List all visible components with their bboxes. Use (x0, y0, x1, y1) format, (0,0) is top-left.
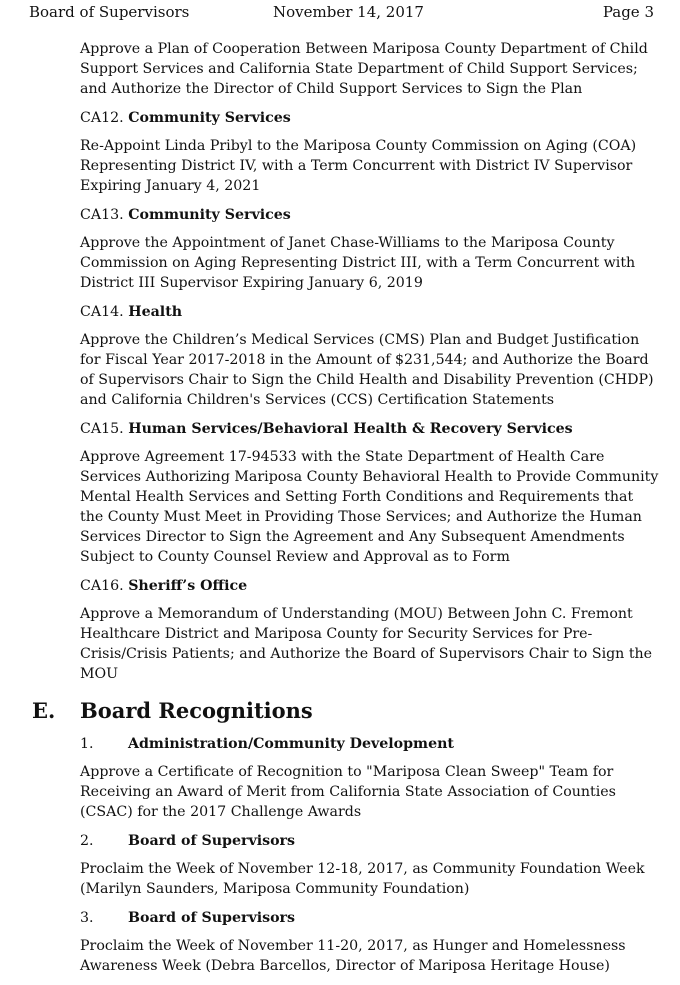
item-number: 2. (80, 833, 94, 849)
consent-item (80, 576, 660, 684)
consent-item-heading (80, 302, 660, 322)
consent-item (80, 302, 660, 410)
consent-item-heading (80, 205, 660, 225)
item-department: Sheriff’s Office (128, 578, 248, 594)
agenda-content (32, 39, 660, 985)
item-department: Human Services/Behavioral Health & Recovery Services (128, 421, 573, 437)
consent-item (80, 419, 660, 567)
item-code: CA15. (80, 421, 124, 437)
section-title: Board Recognitions (80, 698, 313, 723)
recognition-item (80, 734, 660, 822)
item-code: CA13. (80, 207, 124, 223)
item-department: Community Services (128, 110, 291, 126)
item-department: Board of Supervisors (128, 833, 296, 849)
item-description: Approve the Children’s Medical Services (CMS) Plan and Budget Justification for Fiscal Year 2017-2018 in the Amount of $231,544; and Authorize the Board of Supervisors Chair to Sign the Child Health and Disability Prevention (CHDP) and California Children's Services (CCS) Certification Statements (80, 332, 654, 408)
consent-item-heading (80, 419, 660, 439)
intro-paragraph: Approve a Plan of Cooperation Between Mariposa County Department of Child Support Services and California State Department of Child Support Services; and Authorize the Director of Child Support Services to Sign the Plan (80, 41, 648, 97)
item-code: CA12. (80, 110, 124, 126)
recognition-item-heading (80, 908, 660, 928)
item-code: CA16. (80, 578, 124, 594)
item-department: Health (128, 304, 183, 320)
header-board-name: Board of Supervisors (29, 3, 190, 21)
consent-item (80, 205, 660, 293)
header-page-number: Page 3 (602, 3, 654, 21)
item-code: CA14. (80, 304, 124, 320)
item-description: Approve a Memorandum of Understanding (MOU) Between John C. Fremont Healthcare District and Mariposa County for Security Services for Pre-Crisis/Crisis Patients; and Authorize the Board of Supervisors Chair to Sign the MOU (80, 606, 653, 682)
item-department: Board of Supervisors (128, 910, 296, 926)
item-description: Approve Agreement 17-94533 with the State Department of Health Care Services Authorizing Mariposa County Behavioral Health to Provide Community Mental Health Services and Setting Forth Conditions and Requirements that the County Must Meet in Providing Those Services; and Authorize the Human Services Director to Sign the Agreement and Any Subsequent Amendments Subject to County Counsel Review and Approval as to Form (80, 449, 659, 565)
section-heading (32, 697, 660, 725)
item-department: Community Services (128, 207, 291, 223)
section-letter: E. (32, 698, 56, 723)
header-date: November 14, 2017 (273, 3, 424, 21)
page-header (0, 3, 680, 25)
recognition-item (80, 831, 660, 899)
recognition-item-heading (80, 734, 660, 754)
item-number: 1. (80, 736, 94, 752)
item-description: Re-Appoint Linda Pribyl to the Mariposa County Commission on Aging (COA) Representing District IV, with a Term Concurrent with District IV Supervisor Expiring January 4, 2021 (80, 138, 637, 194)
consent-item (80, 108, 660, 196)
consent-item-heading (80, 576, 660, 596)
recognition-item-heading (80, 831, 660, 851)
item-description: Approve the Appointment of Janet Chase-Williams to the Mariposa County Commission on Aging Representing District III, with a Term Concurrent with District III Supervisor Expiring January 6, 2019 (80, 235, 636, 291)
item-number: 3. (80, 910, 94, 926)
recognition-item (80, 908, 660, 976)
item-department: Administration/Community Development (128, 736, 454, 752)
item-description: Proclaim the Week of November 11-20, 2017, as Hunger and Homelessness Awareness Week (Debra Barcellos, Director of Mariposa Heritage House) (80, 938, 626, 974)
item-description: Approve a Certificate of Recognition to "Mariposa Clean Sweep" Team for Receiving an Award of Merit from California State Association of Counties (CSAC) for the 2017 Challenge Awards (80, 764, 616, 820)
consent-item-heading (80, 108, 660, 128)
item-description: Proclaim the Week of November 12-18, 2017, as Community Foundation Week (Marilyn Saunders, Mariposa Community Foundation) (80, 861, 645, 897)
